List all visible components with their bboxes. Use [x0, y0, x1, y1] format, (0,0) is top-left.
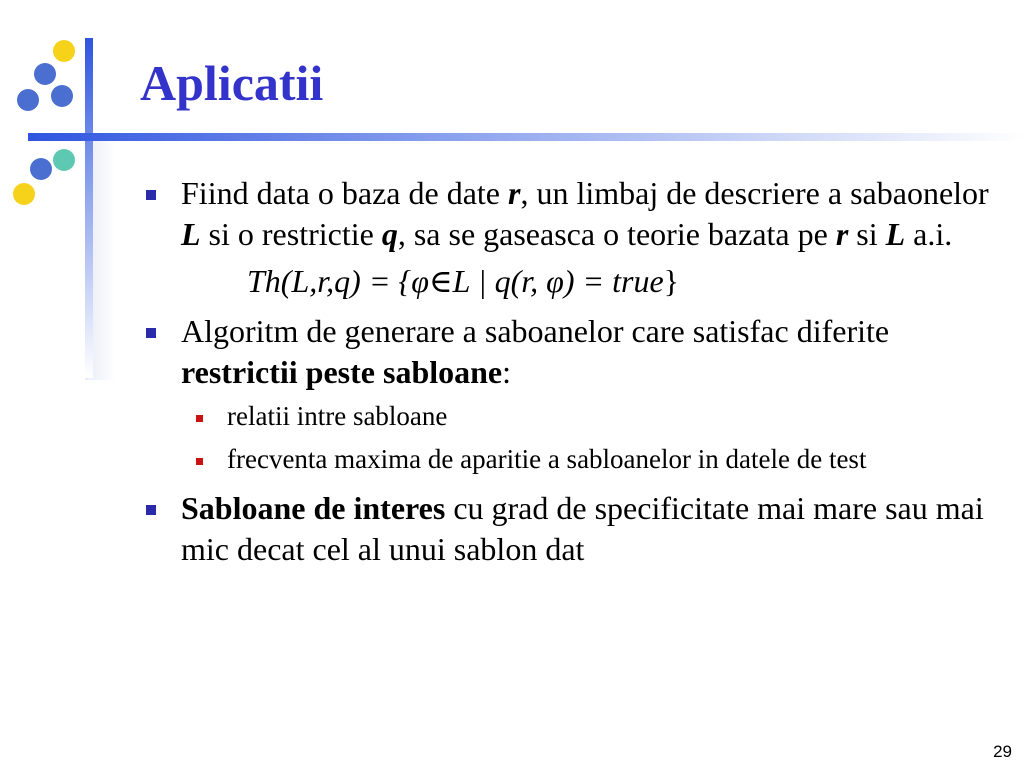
- bullet-algorithm: [140, 311, 990, 393]
- horizontal-accent-bar: [28, 133, 1024, 141]
- dot-yellow-bottom: [13, 183, 35, 205]
- text: cu grad de specificitate mai mare sau mai mic decat cel al unui sablon dat: [181, 490, 984, 567]
- var-r: r: [835, 216, 849, 252]
- slide-content: [140, 173, 990, 576]
- var-L: L: [181, 216, 201, 252]
- decorative-dots: [13, 40, 75, 205]
- formula-close: }: [663, 263, 680, 299]
- sub-bullet-relations: relatii intre sabloane: [140, 399, 990, 433]
- text: a.i.: [905, 216, 953, 252]
- var-L: L: [885, 216, 906, 252]
- text: , un limbaj de descriere a sabaonelor: [520, 175, 989, 211]
- bold-text: Sabloane de interes: [181, 490, 446, 526]
- side-shade: [85, 140, 115, 380]
- formula-mid: L | q(r,: [452, 263, 547, 299]
- text: Fiind data o baza de date: [181, 175, 508, 211]
- element-of-symbol: ∈: [428, 263, 453, 299]
- text: si: [848, 216, 886, 252]
- formula-rhs: ) = true: [563, 263, 664, 299]
- dot-teal: [53, 149, 75, 171]
- slide-title: Aplicatii: [140, 55, 324, 111]
- dot-blue: [34, 63, 56, 85]
- phi-symbol: φ: [546, 263, 564, 299]
- text: si o restrictie: [200, 216, 382, 252]
- var-q: q: [381, 216, 398, 252]
- bold-text: restrictii peste sabloane: [181, 354, 503, 390]
- page-number: 29: [993, 742, 1012, 761]
- phi-symbol: φ: [411, 263, 429, 299]
- dot-blue: [30, 158, 52, 180]
- sub-bullet-frequency: frecventa maxima de aparitie a sabloanelor in datele de test: [140, 442, 990, 476]
- text: :: [502, 354, 512, 390]
- bullet-patterns-of-interest: [140, 488, 990, 570]
- dot-blue: [51, 85, 73, 107]
- text: Algoritm de generare a saboanelor care satisfac diferite: [181, 313, 890, 349]
- formula-lhs: Th(L,r,q) = {: [247, 263, 412, 299]
- theory-formula: [247, 261, 990, 301]
- dot-yellow-top: [53, 40, 75, 62]
- dot-blue: [17, 89, 39, 111]
- vertical-accent-bar: [85, 38, 93, 378]
- text: , sa se gaseasca o teorie bazata pe: [397, 216, 836, 252]
- var-r: r: [507, 175, 521, 211]
- bullet-definition: [140, 173, 990, 255]
